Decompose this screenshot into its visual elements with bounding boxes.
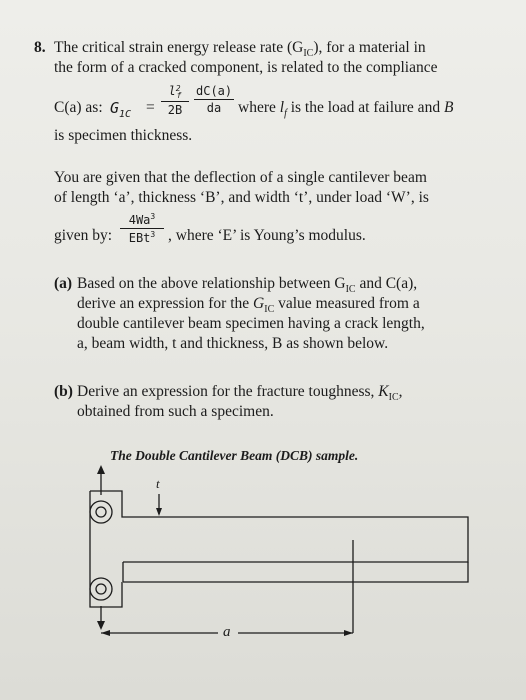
- question-line-2: the form of a cracked component, is related to the compliance: [54, 59, 438, 76]
- dim-arrowhead-left: [101, 630, 110, 636]
- formula-suffix: where $l_f$ is the load at failure and B: [238, 99, 454, 120]
- upper-pin-hole: [90, 501, 112, 523]
- upper-load-arrowhead: [97, 465, 105, 474]
- given-line-2: of length ‘a’, thickness ‘B’, and width ‘t’, under load ‘W’, is: [54, 189, 429, 206]
- part-b-line-1: Derive an expression for the fracture toughness, $K_{IC}$,: [77, 383, 403, 404]
- lower-load-arrowhead: [97, 621, 105, 630]
- thickness-arrowhead: [156, 508, 162, 516]
- given-line-1: You are given that the deflection of a single cantilever beam: [54, 169, 427, 186]
- question-number: 8.: [34, 39, 46, 56]
- part-a-line-4: a, beam width, t and thickness, B as shown below.: [77, 335, 389, 352]
- g1c-symbol: $G_{1C}$: [110, 99, 132, 120]
- part-a-line-1: Based on the above relationship between $G_{IC}$ and C(a),: [77, 275, 418, 296]
- lower-arm-outline: [123, 562, 468, 582]
- upper-arm-outline: [90, 491, 468, 562]
- question-line-4: is specimen thickness.: [54, 127, 193, 144]
- part-a-line-3: double cantilever beam specimen having a crack length,: [77, 315, 425, 332]
- question-line-1: The critical strain energy release rate $(G_{IC})$, for a material in: [54, 39, 426, 60]
- part-b-line-2: obtained from such a specimen.: [77, 403, 274, 420]
- part-a-line-2: derive an expression for the $G_{IC}$ value measured from a: [77, 295, 420, 316]
- dim-arrowhead-right: [344, 630, 353, 636]
- figure-caption: The Double Cantilever Beam (DCB) sample.: [110, 448, 359, 463]
- fraction-dca-over-da: $\frac{dC(a)}{da}$: [196, 84, 233, 115]
- fraction-lf2-over-2b: $\frac{l^2_f}{2B}$: [161, 84, 189, 117]
- fraction-deflection: 4Wa$^3$ EBt$^3$: [120, 212, 164, 245]
- part-b-label: (b): [54, 383, 73, 400]
- given-line-3-prefix: given by:: [54, 227, 113, 244]
- lower-pin-hole: [90, 578, 112, 600]
- part-a-label: (a): [54, 275, 73, 292]
- label-a: a: [223, 624, 231, 640]
- equals-sign: =: [146, 99, 155, 116]
- lower-pin: [96, 584, 106, 594]
- formula-prefix: C(a) as:: [54, 99, 103, 116]
- label-t: t: [156, 476, 160, 491]
- upper-pin: [96, 507, 106, 517]
- given-line-3-suffix: , where ‘E’ is Young’s modulus.: [168, 227, 366, 244]
